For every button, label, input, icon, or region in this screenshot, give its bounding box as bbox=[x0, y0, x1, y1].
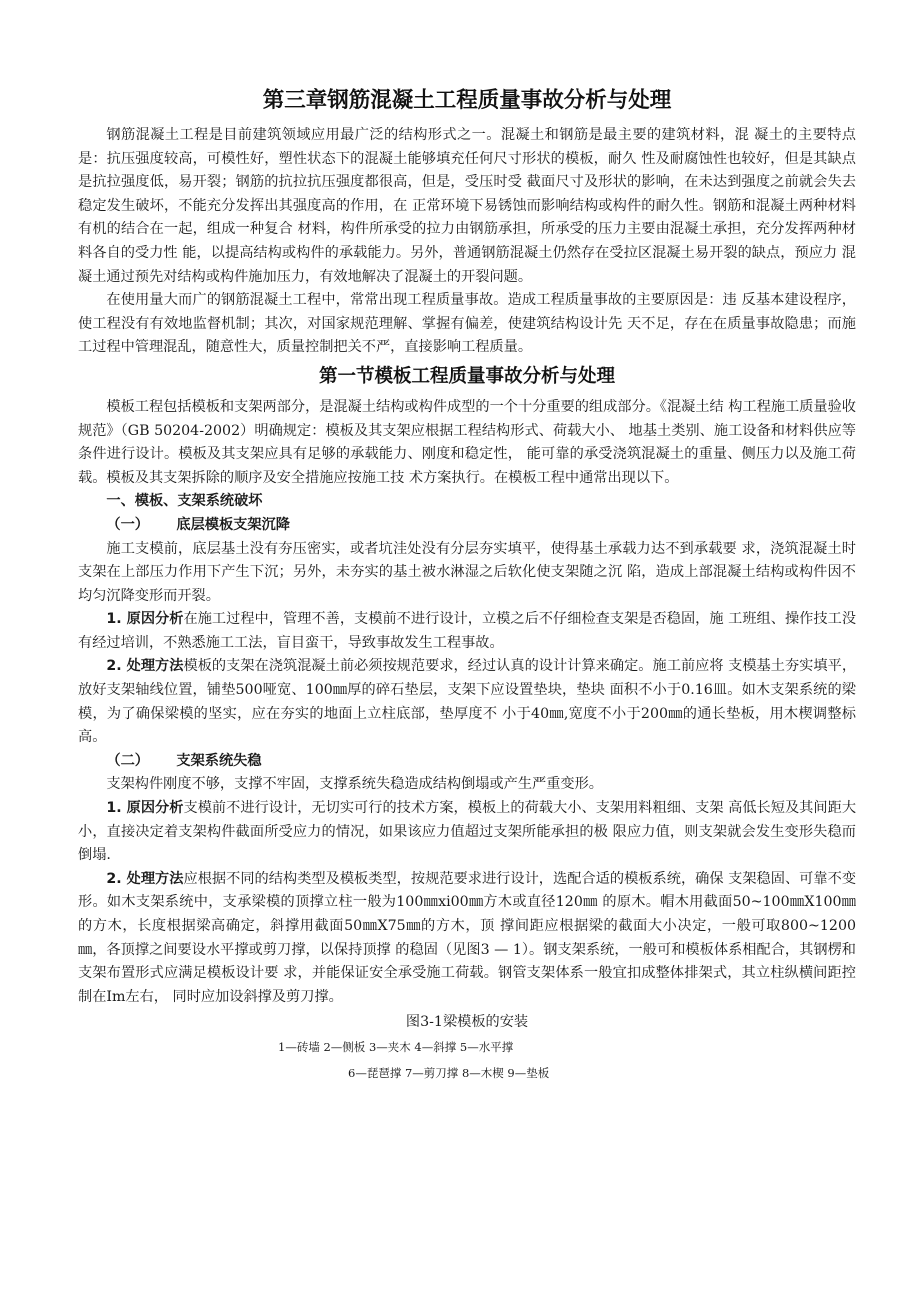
sub1-method-lead: 2. 处理方法 bbox=[106, 658, 184, 675]
subheading-1 bbox=[78, 514, 856, 538]
figure-legend-line-1: 1—砖墙 2—侧板 3—夹木 4—斜撑 5—水平撑 bbox=[278, 1040, 514, 1055]
subheading-2 bbox=[78, 750, 856, 774]
section-title: 第一节模板工程质量事故分析与处理 bbox=[318, 365, 615, 387]
sub2-method-text: 应根据不同的结构类型及模板类型，按规范要求进行设计，选配合适的模板系统，确保 支架稳固、可靠不变形。如木支架系统中，支承梁模的顶撑立柱一般为100㎜xi00㎜方木或直径120㎜ 的原木。帽木用截面50~100㎜X100㎜的方木，长度根据梁高确定，斜撑用截面50㎜X75㎜的方木，顶 撑间距应根据梁的截面大小决定，一般可取800~1200㎜，各顶撑之间要设水平撑或剪刀撑，以保持顶撑 的稳固（见图3 — 1）。钢支架系统，一般可和模板体系相配合，其钢楞和支架布置形式应满足模板设计要 求，并能保证安全承受施工荷载。钢管支架体系一般宜扣成整体排架式，其立柱纵横间距控制在Im左右， 同时应加设斜撑及剪刀撑。 bbox=[78, 870, 857, 1005]
sub2-cause-paragraph bbox=[78, 797, 856, 868]
section-intro-paragraph: 模板工程包括模板和支架两部分，是混凝土结构或构件成型的一个十分重要的组成部分。《混凝土结 构工程施工质量验收规范》（GB 50204-2002）明确规定：模板及其支架应根据工程结构形式、荷载大小、 地基土类别、施工设备和材料供应等条件进行设计。模板及其支架应具有足够的承载能力、刚度和稳定性， 能可靠的承受浇筑混凝土的重量、侧压力以及施工荷载。模板及其支架拆除的顺序及安全措施应按施工技 术方案执行。在模板工程中通常出现以下。 bbox=[78, 398, 856, 486]
sub1-method-paragraph bbox=[78, 655, 856, 749]
sub2-method-lead: 2. 处理方法 bbox=[106, 870, 184, 887]
intro-paragraph-1: 钢筋混凝土工程是目前建筑领域应用最广泛的结构形式之一。混凝土和钢筋是最主要的建筑材料，混 凝土的主要特点是：抗压强度较高，可模性好，塑性状态下的混凝土能够填充任何尺寸形状的模板，耐久 性及耐腐蚀性也较好，但是其缺点是抗拉强度低，易开裂；钢筋的抗拉抗压强度都很高，但是，受压时受 截面尺寸及形状的影响，在未达到强度之前就会失去稳定发生破坏，不能充分发挥出其强度高的作用，在 正常环境下易锈蚀而影响结构或构件的耐久性。钢筋和混凝土两种材料有机的结合在一起，组成一种复合 材料，构件所承受的拉力由钢筋承担，所承受的压力主要由混凝土承担，充分发挥两种材料各自的受力性 能，以提高结构或构件的承载能力。另外，普通钢筋混凝土仍然存在受拉区混凝土易开裂的缺点，预应力 混凝土通过预先对结构或构件施加压力，有效地解决了混凝土的开裂问题。 bbox=[78, 127, 856, 285]
heading-formwork-failure: 一、模板、支架系统破坏 bbox=[106, 493, 263, 510]
sub1-cause-lead: 1. 原因分析 bbox=[106, 611, 184, 628]
chapter-title: 第三章钢筋混凝土工程质量事故分析与处理 bbox=[262, 88, 672, 113]
sub1-cause-paragraph bbox=[78, 608, 856, 655]
sub1-paragraph: 施工支模前，底层基土没有夯压密实，或者坑洼处没有分层夯实填平，使得基土承载力达不到承载要 求，浇筑混凝土时支架在上部压力作用下产生下沉；另外，未夯实的基土被水淋湿之后软化使支架随之沉 陷，造成上部混凝土结构或构件因不均匀沉降变形而开裂。 bbox=[78, 540, 856, 604]
subheading-1-title: 底层模板支架沉降 bbox=[176, 516, 290, 533]
sub2-method-paragraph bbox=[78, 868, 856, 1010]
intro-paragraph-2: 在使用量大而广的钢筋混凝土工程中，常常出现工程质量事故。造成工程质量事故的主要原因是：违 反基本建设程序，使工程没有有效地监督机制；其次，对国家规范理解、掌握有偏差，使建筑结构设计先 天不足，存在在质量事故隐患；而施工过程中管理混乱，随意性大，质量控制把关不严，直接影响工程质量。 bbox=[78, 292, 856, 356]
sub2-cause-text: 支模前不进行设计，无切实可行的技术方案，模板上的荷载大小、支架用料粗细、支架 高低长短及其间距大小，直接决定着支架构件截面所受应力的情况，如果该应力值超过支架所能承担的极 限应力值，则支架就会发生变形失稳而倒塌. bbox=[78, 800, 857, 864]
subheading-1-number: （一） bbox=[106, 516, 149, 533]
figure-legend-line-2: 6—琵琶撑 7—剪刀撑 8—木楔 9—垫板 bbox=[348, 1066, 550, 1081]
document-page bbox=[78, 86, 856, 1086]
sub2-cause-lead: 1. 原因分析 bbox=[106, 800, 184, 817]
sub2-paragraph: 支架构件刚度不够，支撑不牢固，支撑系统失稳造成结构倒塌或产生严重变形。 bbox=[106, 776, 603, 793]
figure-caption: 图3-1梁模板的安装 bbox=[405, 1014, 529, 1031]
subheading-2-title: 支架系统失稳 bbox=[176, 752, 262, 769]
subheading-2-number: （二） bbox=[106, 752, 149, 769]
sub1-method-text: 模板的支架在浇筑混凝土前必须按规范要求，经过认真的设计计算来确定。施工前应将 支模基土夯实填平，放好支架轴线位置，铺垫500哑宽、100㎜厚的碎石垫层，支架下应设置垫块，垫块 面积不小于0.16皿。如木支架系统的梁模，为了确保梁模的坚实，应在夯实的地面上立柱底部，垫厚度不 小于40㎜,宽度不小于200㎜的通长垫板，用木楔调整标高。 bbox=[78, 658, 857, 746]
sub1-cause-text: 在施工过程中，管理不善，支模前不进行设计，立模之后不仔细检查支架是否稳固，施 工班组、操作技工没有经过培训，不熟悉施工工法，盲目蛮干，导致事故发生工程事故。 bbox=[78, 611, 857, 651]
